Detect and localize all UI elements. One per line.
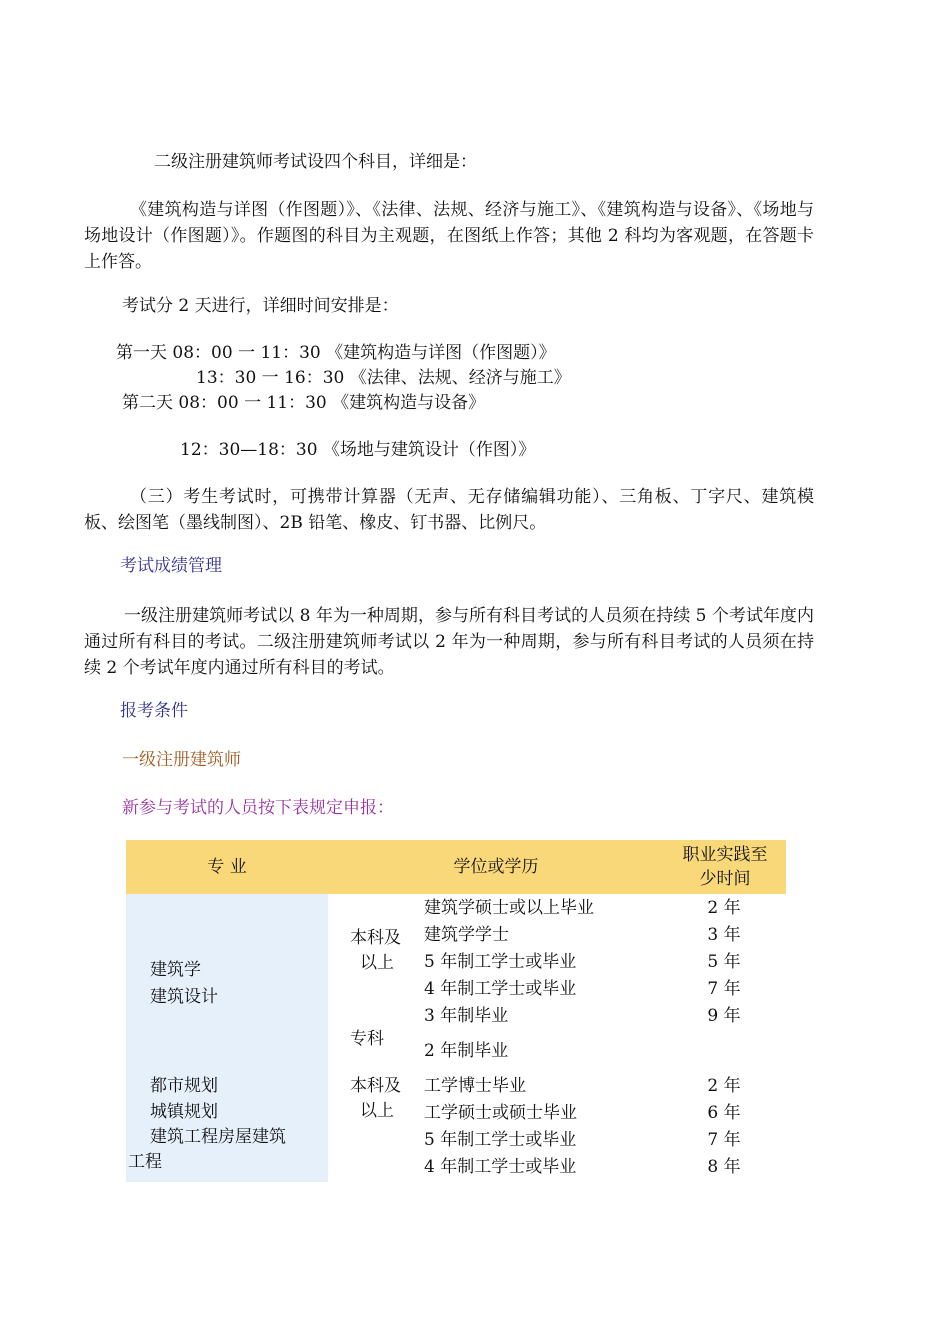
level1-heading: 一级注册建筑师	[122, 750, 241, 770]
schedule-line: 第一天 08：00 一 11：30 《建筑构造与详图（作图题）》	[116, 343, 556, 363]
intro-paragraph: 二级注册建筑师考试设四个科目，详细是：	[154, 152, 477, 172]
years-cell: 5 年	[707, 952, 741, 972]
schedule-intro: 考试分 2 天进行，详细时间安排是：	[122, 296, 399, 316]
header-major: 专 业	[207, 857, 247, 877]
years-cell: 6 年	[707, 1103, 741, 1123]
degree-cell: 建筑学学士	[424, 925, 509, 945]
years-cell: 7 年	[707, 1130, 741, 1150]
years-cell: 7 年	[707, 979, 741, 999]
degree-cell: 3 年制毕业	[424, 1006, 509, 1026]
header-years-line: 少时间	[699, 869, 751, 889]
header-years-line: 职业实践至	[682, 845, 768, 865]
years-cell: 9 年	[707, 1006, 741, 1026]
years-cell: 2 年	[707, 1076, 741, 1096]
education-level: 以上	[360, 953, 394, 973]
degree-cell: 4 年制工学士或毕业	[424, 1157, 577, 1177]
degree-cell: 4 年制工学士或毕业	[424, 979, 577, 999]
header-years	[664, 843, 786, 891]
major-name: 工程	[128, 1152, 162, 1172]
major-name: 建筑设计	[150, 987, 218, 1007]
major-name: 城镇规划	[150, 1102, 218, 1122]
years-cell: 8 年	[707, 1157, 741, 1177]
education-level: 本科及	[350, 1076, 401, 1096]
degree-cell: 工学博士毕业	[424, 1076, 526, 1096]
major-name: 建筑学	[150, 960, 201, 980]
years-cell: 3 年	[707, 925, 741, 945]
degree-cell: 5 年制工学士或毕业	[424, 952, 577, 972]
years-cell: 2 年	[707, 898, 741, 918]
header-degree: 学位或学历	[453, 857, 539, 877]
education-level: 以上	[360, 1101, 394, 1121]
tools-paragraph: （三）考生考试时，可携带计算器（无声、无存储编辑功能）、三角板、丁字尺、建筑模板、绘图笔（墨线制图）、2B 铅笔、橡皮、钉书器、比例尺。	[84, 487, 814, 533]
score-paragraph: 一级注册建筑师考试以 8 年为一种周期，参与所有科目考试的人员须在持续 5 个考试年度内通过所有科目的考试。二级注册建筑师考试以 2 年为一种周期，参与所有科目考试的人员须在持续 2 个考试年度内通过所有科目的考试。	[84, 606, 814, 678]
score-heading: 考试成绩管理	[120, 556, 222, 576]
education-level: 本科及	[350, 928, 401, 948]
subjects-paragraph: 《建筑构造与详图（作图题）》、《法律、法规、经济与施工》、《建筑构造与设备》、《场地与场地设计（作图题）》。作题图的科目为主观题，在图纸上作答；其他 2 科均为客观题，在答题卡上作答。	[84, 200, 814, 272]
conditions-heading: 报考条件	[120, 701, 188, 721]
degree-cell: 2 年制毕业	[424, 1041, 509, 1061]
degree-cell: 5 年制工学士或毕业	[424, 1130, 577, 1150]
schedule-line: 第二天 08：00 一 11：30 《建筑构造与设备》	[122, 393, 486, 413]
degree-cell: 工学硕士或硕士毕业	[424, 1103, 577, 1123]
major-name: 建筑工程房屋建筑	[150, 1127, 286, 1147]
education-level: 专科	[350, 1029, 384, 1049]
major-name: 都市规划	[150, 1076, 218, 1096]
degree-cell: 建筑学硕士或以上毕业	[424, 898, 594, 918]
table-intro: 新参与考试的人员按下表规定申报：	[122, 798, 394, 818]
schedule-line: 12：30—18：30 《场地与建筑设计（作图）》	[180, 440, 536, 460]
schedule-line: 13：30 一 16：30 《法律、法规、经济与施工》	[196, 368, 571, 388]
